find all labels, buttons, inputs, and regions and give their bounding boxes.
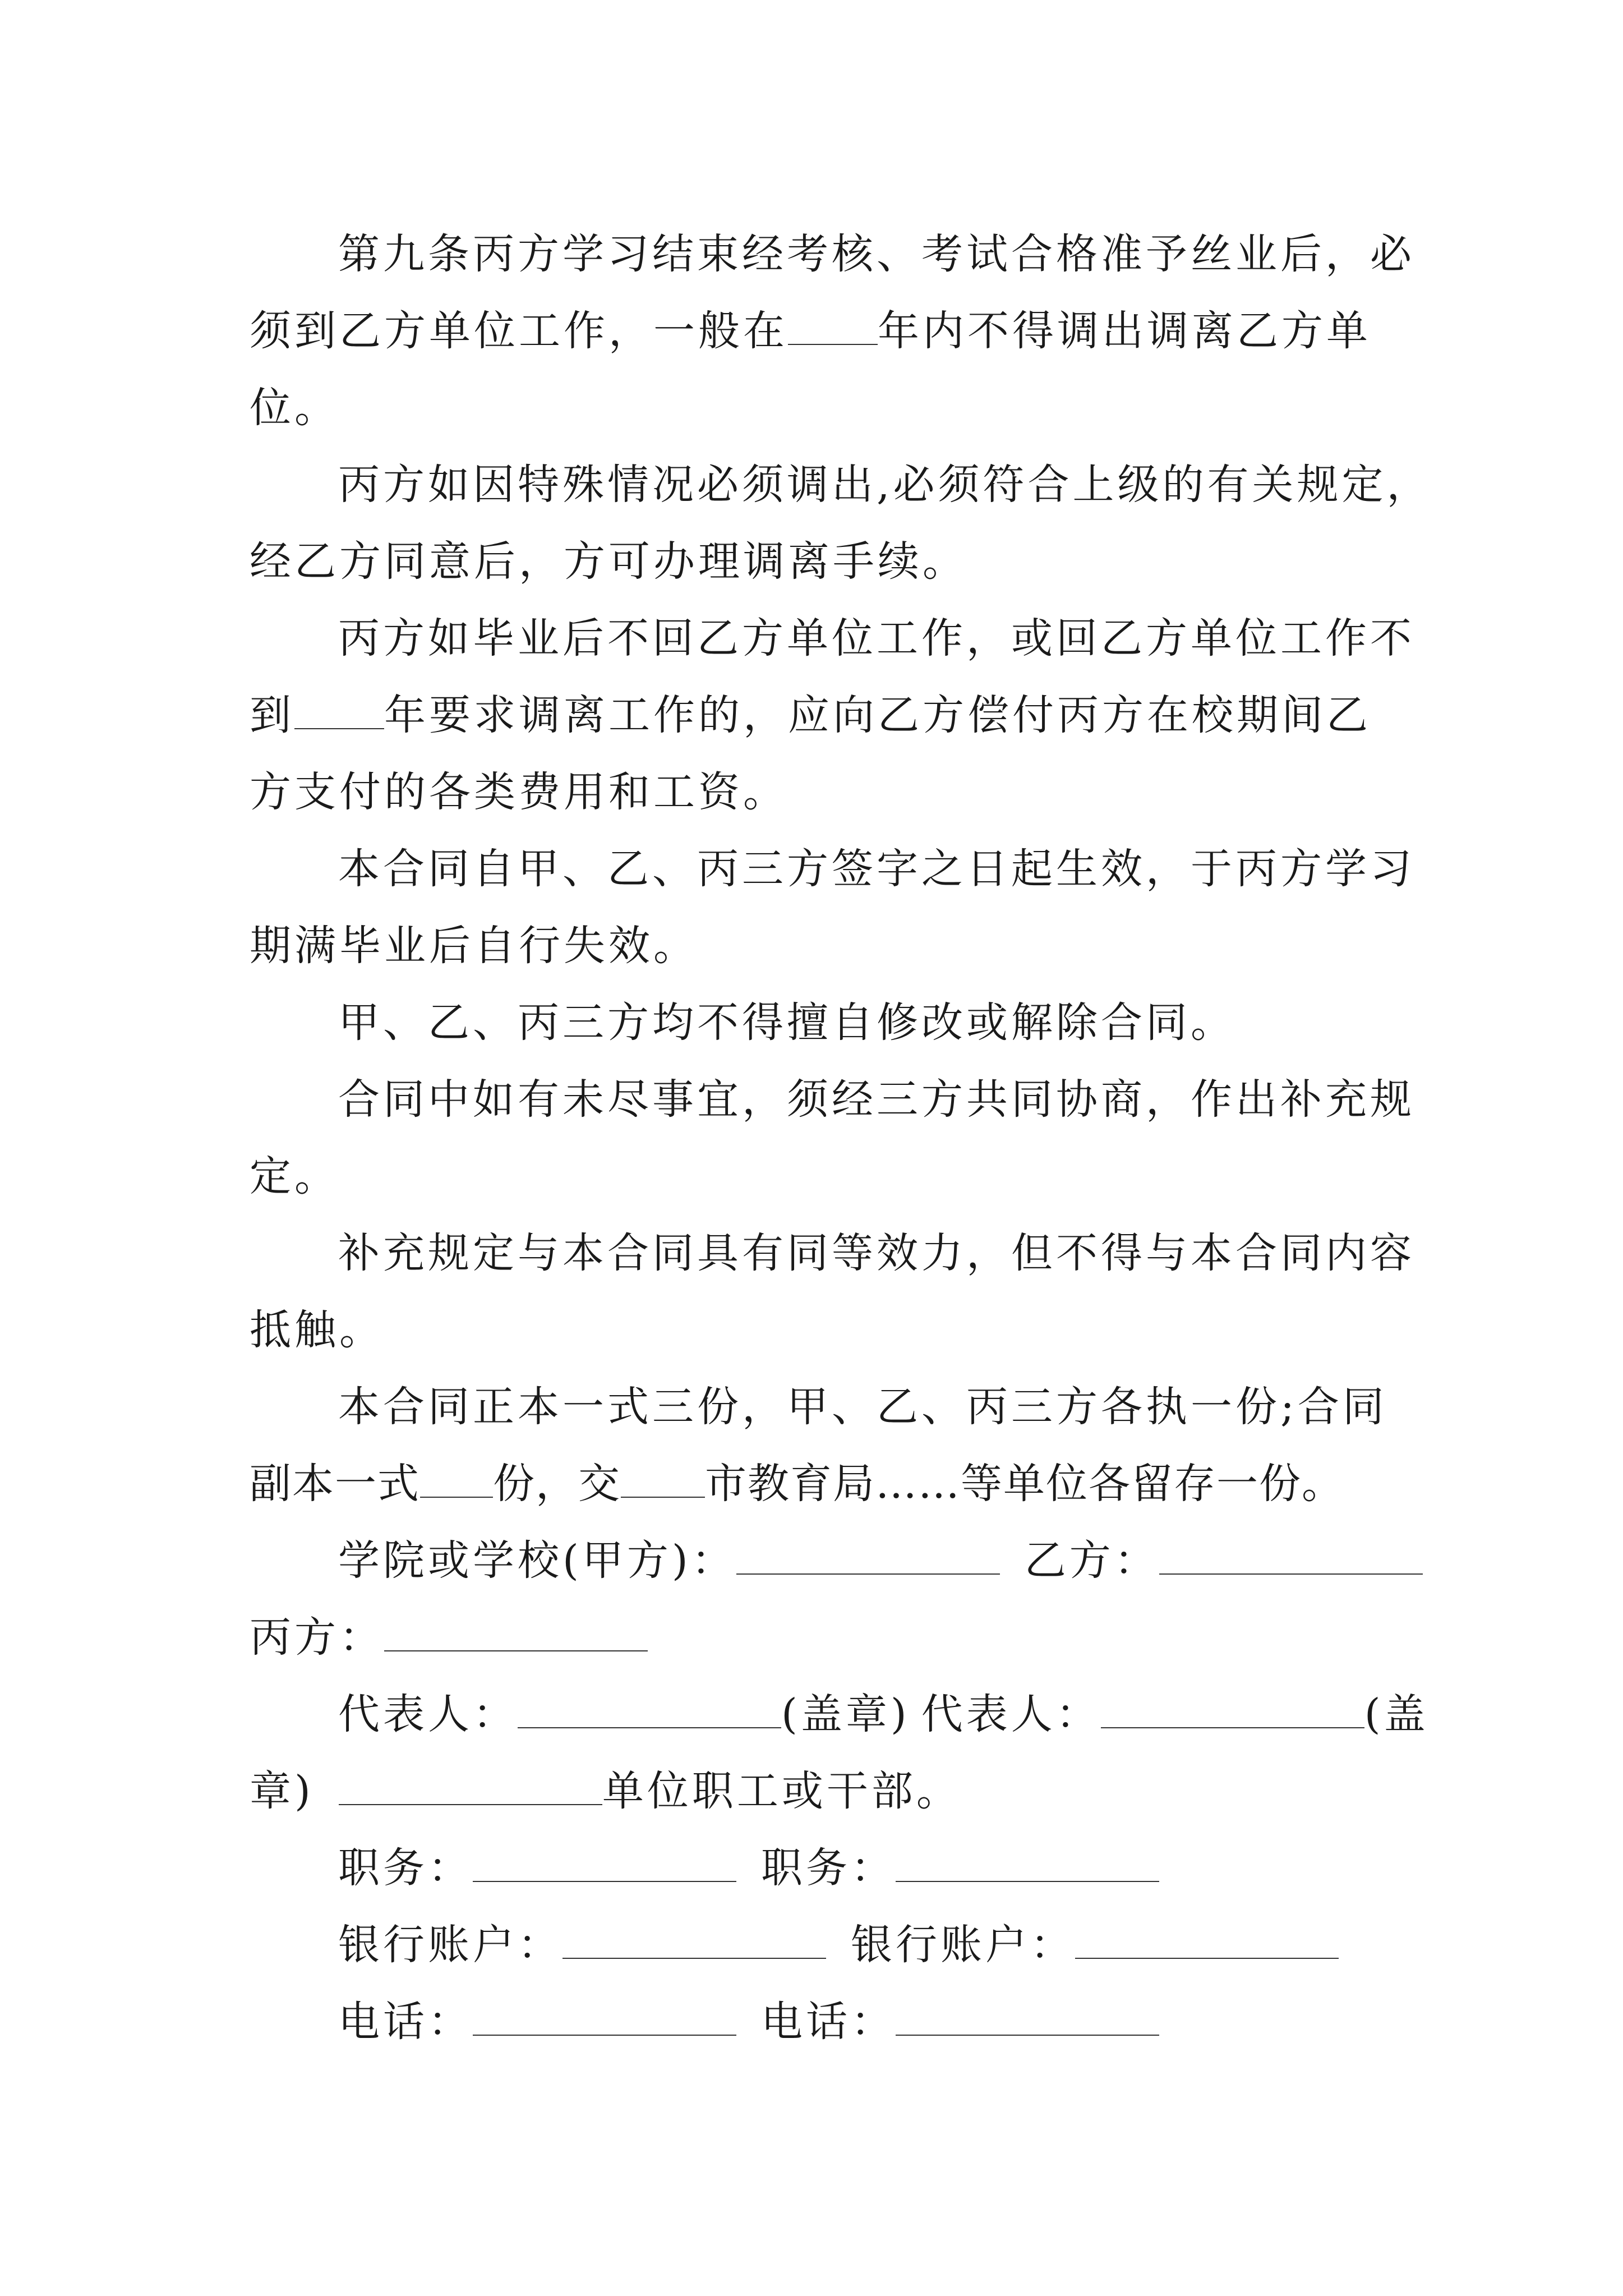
rep-a-blank[interactable] bbox=[518, 1692, 781, 1728]
text-fragment: 份，交 bbox=[493, 1460, 621, 1508]
text-line: 合同中如有未尽事宜，须经三方共同协商，作出补充规 bbox=[338, 1075, 1415, 1124]
rep-b-blank[interactable] bbox=[1101, 1692, 1364, 1728]
text-line bbox=[250, 677, 1382, 754]
party-c-blank[interactable] bbox=[384, 1616, 648, 1651]
city-blank[interactable] bbox=[621, 1462, 705, 1498]
years-blank[interactable] bbox=[294, 693, 384, 729]
text-fragment: 年要求调离工作的，应向乙方偿付丙方在校期间乙 bbox=[384, 691, 1371, 739]
compensation-paragraph bbox=[250, 600, 1415, 831]
text-fragment: 须到乙方单位工作，一般在 bbox=[250, 307, 788, 355]
contract-body bbox=[250, 216, 1432, 2060]
bank-a-blank[interactable] bbox=[562, 1923, 826, 1959]
no-modify-paragraph bbox=[250, 984, 1382, 1061]
position-label: 职务： bbox=[338, 1844, 473, 1892]
text-line: 丙方如毕业后不回乙方单位工作，或回乙方单位工作不 bbox=[338, 614, 1415, 662]
transfer-paragraph bbox=[250, 447, 1432, 600]
party-b-blank[interactable] bbox=[1159, 1539, 1423, 1575]
text-fragment: 年内不得调出调离乙方单 bbox=[878, 307, 1371, 355]
parties-line bbox=[250, 1522, 1382, 1599]
supplement-effect-paragraph bbox=[250, 1215, 1415, 1369]
copies-paragraph bbox=[250, 1369, 1387, 1522]
party-b-label: 乙方： bbox=[1024, 1536, 1159, 1585]
signature-block bbox=[250, 1522, 1429, 2060]
text-line: 甲、乙、丙三方均不得擅自修改或解除合同。 bbox=[338, 999, 1235, 1047]
phone-label: 电话： bbox=[761, 1998, 896, 2046]
phone-b-blank[interactable] bbox=[896, 2000, 1159, 2036]
text-line: 方支付的各类费用和工资。 bbox=[250, 768, 788, 816]
seal-label: 章) bbox=[250, 1767, 314, 1815]
rep-label: 代表人： bbox=[338, 1690, 518, 1738]
text-line: 本合同自甲、乙、丙三方签字之日起生效，于丙方学习 bbox=[338, 845, 1415, 893]
text-line bbox=[250, 293, 1382, 370]
text-line: 丙方如因特殊情况必须调出,必须符合上级的有关规定， bbox=[338, 461, 1432, 509]
position-b-blank[interactable] bbox=[896, 1846, 1159, 1882]
phone-label: 电话： bbox=[338, 1998, 473, 2046]
party-a-label: 学院或学校(甲方)： bbox=[338, 1536, 736, 1585]
copies-count-blank[interactable] bbox=[420, 1462, 493, 1498]
text-line bbox=[250, 1446, 1382, 1522]
text-line: 本合同正本一式三份，甲、乙、丙三方各执一份;合同 bbox=[338, 1383, 1387, 1431]
bank-label: 银行账户： bbox=[338, 1921, 562, 1969]
position-line bbox=[250, 1830, 1382, 1907]
staff-line bbox=[250, 1753, 1382, 1830]
text-line: 期满毕业后自行失效。 bbox=[250, 922, 698, 970]
article-9-paragraph bbox=[250, 216, 1415, 447]
text-line: 抵触。 bbox=[250, 1306, 384, 1354]
text-line: 经乙方同意后，方可办理调离手续。 bbox=[250, 537, 967, 586]
bank-b-blank[interactable] bbox=[1075, 1923, 1339, 1959]
phone-a-blank[interactable] bbox=[473, 2000, 736, 2036]
effective-paragraph bbox=[250, 831, 1415, 984]
party-c-label: 丙方： bbox=[250, 1613, 384, 1662]
seal-label: (盖章) bbox=[781, 1690, 910, 1738]
text-fragment: 到 bbox=[250, 691, 294, 739]
bank-line bbox=[250, 1907, 1382, 1984]
party-a-blank[interactable] bbox=[736, 1539, 1000, 1575]
text-fragment: 市教育局……等单位各留存一份。 bbox=[705, 1460, 1344, 1508]
rep-label: 代表人： bbox=[921, 1690, 1101, 1738]
bank-label: 银行账户： bbox=[851, 1921, 1075, 1969]
representative-line bbox=[250, 1676, 1429, 1753]
position-a-blank[interactable] bbox=[473, 1846, 736, 1882]
text-fragment: 副本一式 bbox=[250, 1460, 420, 1508]
position-label: 职务： bbox=[761, 1844, 896, 1892]
text-line: 位。 bbox=[250, 384, 339, 432]
staff-label: 单位职工或干部。 bbox=[602, 1767, 961, 1815]
party-c-line bbox=[250, 1599, 1382, 1676]
phone-line bbox=[250, 1984, 1382, 2060]
text-line: 补充规定与本合同具有同等效力，但不得与本合同内容 bbox=[338, 1229, 1415, 1277]
text-line: 定。 bbox=[250, 1152, 339, 1200]
staff-blank[interactable] bbox=[339, 1769, 602, 1805]
supplement-paragraph bbox=[250, 1061, 1415, 1215]
seal-label: (盖 bbox=[1364, 1690, 1429, 1738]
text-line: 第九条丙方学习结束经考核、考试合格准予丝业后，必 bbox=[338, 230, 1415, 278]
years-blank[interactable] bbox=[788, 309, 878, 345]
